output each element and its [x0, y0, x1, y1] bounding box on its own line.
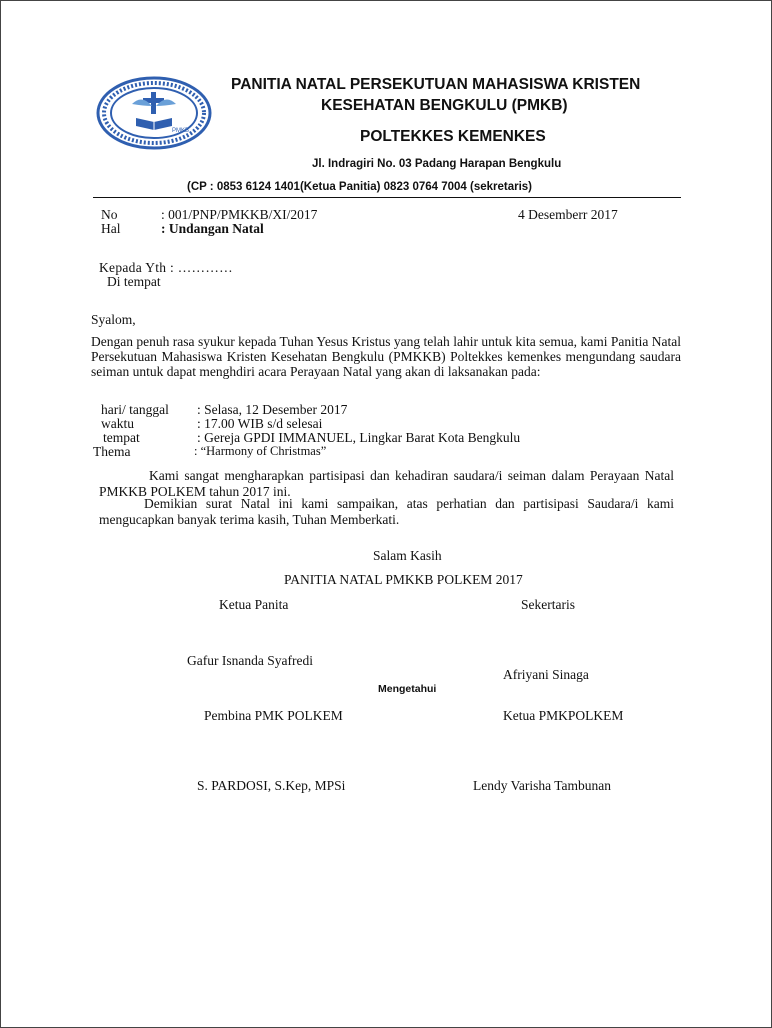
detail-value-date: : Selasa, 12 Desember 2017	[197, 402, 348, 417]
contact-info: (CP : 0853 6124 1401(Ketua Panitia) 0823 0764 7004 (sekretaris)	[187, 181, 533, 193]
detail-value-theme: : “Harmony of Christmas”	[194, 444, 327, 458]
no-value: : 001/PNP/PMKKB/XI/2017	[161, 207, 318, 222]
pembina-signatory-name: S. PARDOSI, S.Kep, MPSi	[197, 778, 346, 793]
intro-paragraph: Dengan penuh rasa syukur kepada Tuhan Yesus Kristus yang telah lahir untuk kita semua, kami Panitia Natal Persekutuan Mahasiswa Kristen Kesehatan Bengkulu (PMKKB) Poltekkes kemenkes mengundang saudara seiman untuk dapat menghdiri acara Perayaan Natal yang akan di laksanakan pada:	[91, 334, 681, 379]
detail-value-time: : 17.00 WIB s/d selesai	[197, 416, 323, 431]
logo-text: PMKB	[172, 128, 190, 134]
pembina-title: Pembina PMK POLKEM	[204, 708, 343, 723]
recipient-place: Di tempat	[107, 274, 161, 289]
salam-kasih: Salam Kasih	[373, 548, 442, 563]
detail-label-date: hari/ tanggal	[101, 402, 169, 417]
no-label: No	[101, 207, 118, 222]
address: Jl. Indragiri No. 03 Padang Harapan Bengkulu	[312, 158, 562, 170]
ketua-pmk-signatory-name: Lendy Varisha Tambunan	[473, 778, 612, 793]
ketua-title: Ketua Panita	[219, 597, 289, 612]
greeting: Syalom,	[91, 312, 136, 327]
ketua-signatory-name: Gafur Isnanda Syafredi	[187, 653, 313, 668]
hal-label: Hal	[101, 221, 121, 236]
ketua-pmk-title: Ketua PMKPOLKEM	[503, 708, 624, 723]
header-divider	[93, 197, 681, 198]
recipient-line: Kepada Yth : …………	[99, 260, 233, 275]
org-name-line1: PANITIA NATAL PERSEKUTUAN MAHASISWA KRISTEN	[231, 76, 641, 93]
detail-label-theme: Thema	[93, 444, 131, 459]
hal-value: : Undangan Natal	[161, 221, 264, 236]
detail-label-place: tempat	[103, 430, 140, 445]
org-name-line2: KESEHATAN BENGKULU (PMKB)	[321, 97, 568, 114]
letter-date: 4 Desemberr 2017	[518, 207, 618, 222]
mengetahui-label: Mengetahui	[378, 683, 437, 695]
pmkb-logo	[96, 76, 212, 150]
institution-name: POLTEKKES KEMENKES	[360, 128, 546, 145]
detail-label-time: waktu	[101, 416, 134, 431]
detail-value-place: : Gereja GPDI IMMANUEL, Lingkar Barat Kota Bengkulu	[197, 430, 521, 445]
body-paragraph-2: Demikian surat Natal ini kami sampaikan, atas perhatian dan partisipasi Saudara/i kami mengucapkan banyak terima kasih, Tuhan Memberkati.	[99, 496, 674, 527]
body-paragraph-1: Kami sangat mengharapkan partisipasi dan kehadiran saudara/i seiman dalam Perayaan Natal PMKKB POLKEM tahun 2017 ini.	[99, 468, 674, 499]
sekretaris-signatory-name: Afriyani Sinaga	[503, 667, 589, 682]
committee-name: PANITIA NATAL PMKKB POLKEM 2017	[284, 572, 523, 587]
sekretaris-title: Sekertaris	[521, 597, 575, 612]
